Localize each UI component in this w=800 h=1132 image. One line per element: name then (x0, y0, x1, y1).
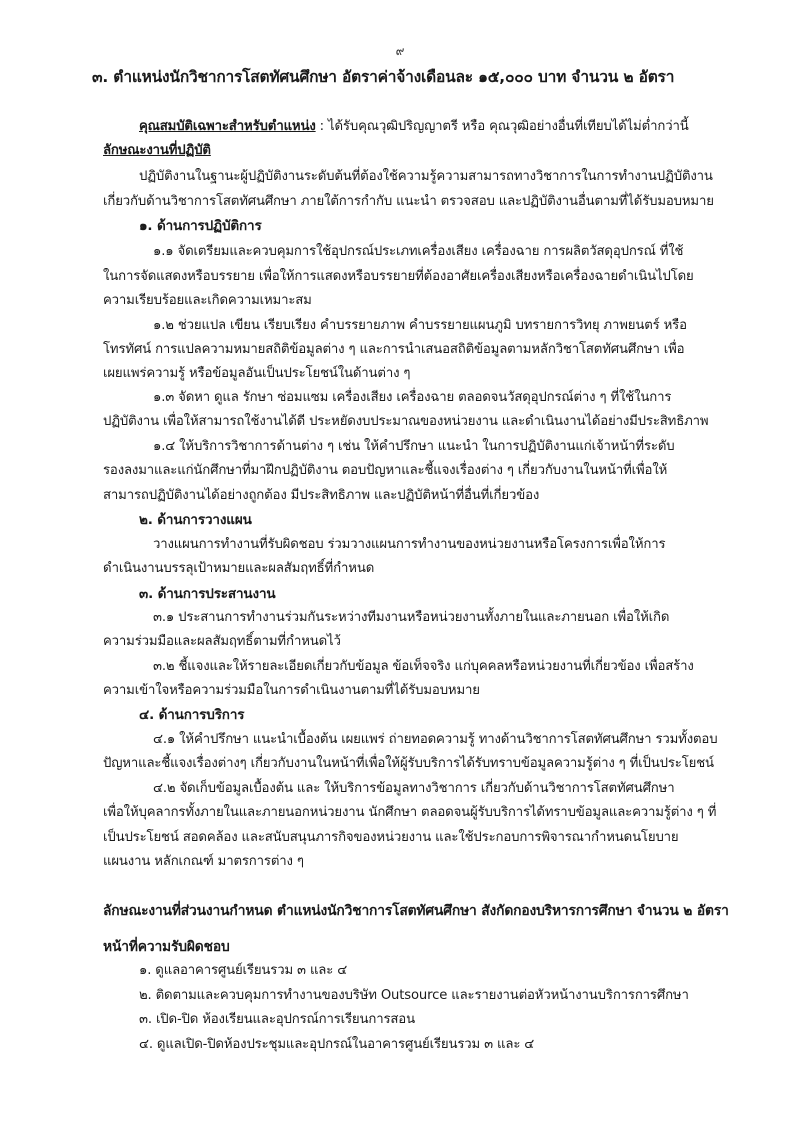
qualifications-text: ได้รับคุณวุฒิปริญญาตรี หรือ คุณวุฒิอย่างอื่นที่เทียบได้ไม่ต่ำกว่านี้ (328, 119, 689, 134)
item-1-3-line-1: ๑.๓ จัดหา ดูแล รักษา ซ่อมแซม เครื่องเสียง เครื่องฉาย ตลอดจนวัสดุอุปกรณ์ต่าง ๆ ที่ใช้ในการ (153, 390, 672, 405)
section-1-heading: ๑. ด้านการปฏิบัติการ (139, 218, 262, 234)
item-4-2-line-4: แผนงาน หลักเกณฑ์ มาตรการต่าง ๆ (103, 854, 304, 869)
duty-item-2: ๒. ติดตามและควบคุมการทำงานของบริษัท Outsource และรายงานต่อหัวหน้างานบริการการศึกษา (139, 988, 689, 1003)
item-4-1-line-1: ๔.๑ ให้คำปรึกษา แนะนำเบื้องต้น เผยแพร่ ถ่ายทอดความรู้ ทางด้านวิชาการโสตทัศนศึกษา รวมทั้งตอบ (153, 732, 718, 747)
item-3-1-line-1: ๓.๑ ประสานการทำงานร่วมกันระหว่างทีมงานหรือหน่วยงานทั้งภายในและภายนอก เพื่อให้เกิด (153, 610, 670, 625)
position-title: ๓. ตำแหน่งนักวิชาการโสตทัศนศึกษา อัตราค่าจ้างเดือนละ ๑๕,๐๐๐ บาท จำนวน ๒ อัตรา (92, 68, 675, 86)
intro-line-2: เกี่ยวกับด้านวิชาการโสตทัศนศึกษา ภายใต้การกำกับ แนะนำ ตรวจสอบ และปฏิบัติงานอื่นตามที่ได้รับมอบหมาย (103, 194, 714, 209)
item-1-1-line-1: ๑.๑ จัดเตรียมและควบคุมการใช้อุปกรณ์ประเภทเครื่องเสียง เครื่องฉาย การผลิตวัสดุอุปกรณ์ ที่ใช้ (153, 244, 684, 259)
item-4-1-line-2: ปัญหาและชี้แจงเรื่องต่างๆ เกี่ยวกับงานในหน้าที่เพื่อให้ผู้รับบริการได้รับทราบข้อมูลความรู้ต่าง ๆ ที่เป็นประโยชน์ (103, 756, 714, 771)
duty-item-1: ๑. ดูแลอาคารศูนย์เรียนรวม ๓ และ ๔ (139, 963, 348, 978)
job-nature-heading: ลักษณะงานที่ปฏิบัติ (103, 143, 211, 158)
item-1-4-line-1: ๑.๔ ให้บริการวิชาการด้านต่าง ๆ เช่น ให้คำปรึกษา แนะนำ ในการปฏิบัติงานแก่เจ้าหน้าที่ระดับ (153, 439, 675, 454)
item-3-2-line-2: ความเข้าใจหรือความร่วมมือในการดำเนินงานตามที่ได้รับมอบหมาย (103, 683, 480, 698)
duties-heading: หน้าที่ความรับผิดชอบ (103, 939, 230, 955)
page-number: ๙ (395, 44, 405, 58)
item-1-3-line-2: ปฏิบัติงาน เพื่อให้สามารถใช้งานได้ดี ประหยัดงบประมาณของหน่วยงาน และดำเนินงานได้อย่างมีประสิทธิภาพ (103, 414, 709, 429)
item-1-2-line-3: เผยแพร่ความรู้ หรือข้อมูลอันเป็นประโยชน์ในด้านต่าง ๆ (103, 366, 411, 381)
item-1-1-line-2: ในการจัดแสดงหรือบรรยาย เพื่อให้การแสดงหรือบรรยายที่ต้องอาศัยเครื่องเสียงหรือเครื่องฉายดำเนินไปโดย (103, 269, 694, 284)
qualifications-line (139, 117, 689, 137)
item-2-line-1: วางแผนการทำงานที่รับผิดชอบ ร่วมวางแผนการทำงานของหน่วยงานหรือโครงการเพื่อให้การ (153, 537, 666, 552)
duty-item-4: ๔. ดูแลเปิด-ปิดห้องประชุมและอุปกรณ์ในอาคารศูนย์เรียนรวม ๓ และ ๔ (139, 1037, 535, 1052)
duty-item-3: ๓. เปิด-ปิด ห้องเรียนและอุปกรณ์การเรียนการสอน (139, 1012, 415, 1027)
qualifications-separator: : (315, 119, 329, 134)
item-4-2-line-1: ๔.๒ จัดเก็บข้อมูลเบื้องต้น และ ให้บริการข้อมูลทางวิชาการ เกี่ยวกับด้านวิชาการโสตทัศนศึกษา (153, 781, 675, 796)
section-2-heading: ๒. ด้านการวางแผน (139, 512, 252, 528)
item-4-2-line-2: เพื่อให้บุคลากรทั้งภายในและภายนอกหน่วยงาน นักศึกษา ตลอดจนผู้รับบริการได้ทราบข้อมูลและความรู้ต่าง ๆ ที่ (103, 805, 717, 820)
item-1-2-line-2: โทรทัศน์ การแปลความหมายสถิติข้อมูลต่าง ๆ และการนำเสนอสถิติข้อมูลตามหลักวิชาโสตทัศนศึกษา เพื่อ (103, 342, 685, 357)
unit-spec-heading: ลักษณะงานที่ส่วนงานกำหนด ตำแหน่งนักวิชาการโสตทัศนศึกษา สังกัดกองบริหารการศึกษา จำนวน ๒ อัตรา (103, 903, 729, 919)
item-1-4-line-2: รองลงมาและแก่นักศึกษาที่มาฝึกปฏิบัติงาน ตอบปัญหาและชี้แจงเรื่องต่าง ๆ เกี่ยวกับงานในหน้าที่เพื่อให้ (103, 463, 668, 478)
item-3-1-line-2: ความร่วมมือและผลสัมฤทธิ์ตามที่กำหนดไว้ (103, 634, 341, 649)
item-2-line-2: ดำเนินงานบรรลุเป้าหมายและผลสัมฤทธิ์ที่กำหนด (103, 561, 375, 576)
item-1-2-line-1: ๑.๒ ช่วยแปล เขียน เรียบเรียง คำบรรยายภาพ คำบรรยายแผนภูมิ บทรายการวิทยุ ภาพยนตร์ หรือ (153, 318, 687, 333)
item-1-1-line-3: ความเรียบร้อยและเกิดความเหมาะสม (103, 293, 312, 308)
item-1-4-line-3: สามารถปฏิบัติงานได้อย่างถูกต้อง มีประสิทธิภาพ และปฏิบัติหน้าที่อื่นที่เกี่ยวข้อง (103, 488, 540, 503)
item-3-2-line-1: ๓.๒ ชี้แจงและให้รายละเอียดเกี่ยวกับข้อมูล ข้อเท็จจริง แก่บุคคลหรือหน่วยงานที่เกี่ยวข้อง เพื่อสร้าง (153, 659, 694, 674)
section-4-heading: ๔. ด้านการบริการ (139, 707, 245, 723)
intro-line-1: ปฏิบัติงานในฐานะผู้ปฏิบัติงานระดับต้นที่ต้องใช้ความรู้ความสามารถทางวิชาการในการทำงานปฏิบัติงาน (139, 169, 713, 184)
section-3-heading: ๓. ด้านการประสานงาน (139, 586, 276, 602)
item-4-2-line-3: เป็นประโยชน์ สอดคล้อง และสนับสนุนภารกิจของหน่วยงาน และใช้ประกอบการพิจารณากำหนดนโยบาย (103, 830, 679, 845)
qualifications-label: คุณสมบัติเฉพาะสำหรับตำแหน่ง (139, 119, 316, 134)
